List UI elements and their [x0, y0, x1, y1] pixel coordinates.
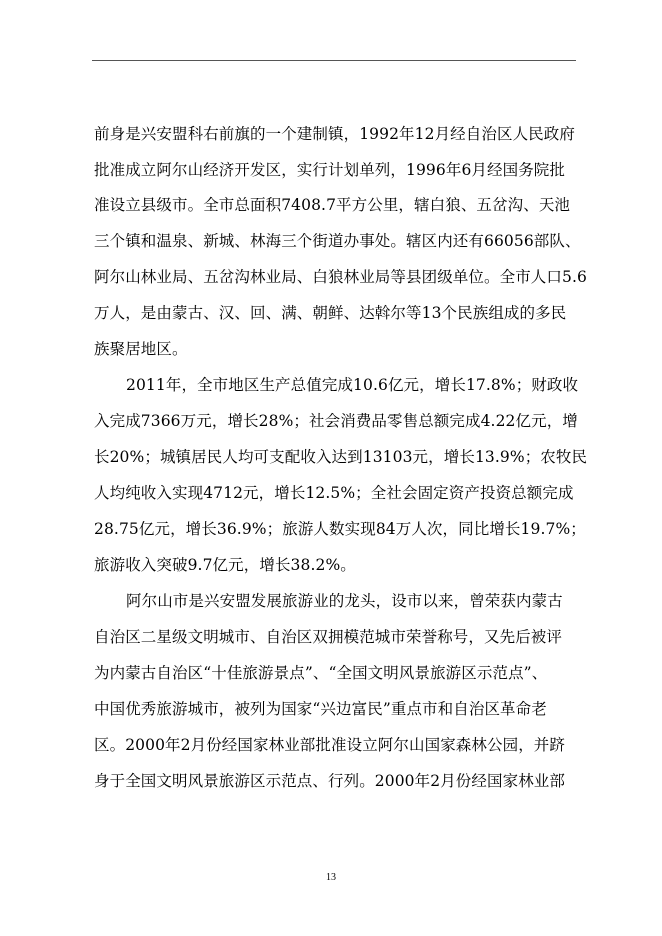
text-line: 族聚居地区。	[94, 340, 188, 358]
text-line: 中国优秀旅游城市，被列为国家“兴边富民”重点市和自治区革命老	[94, 700, 547, 718]
text-line: 批准成立阿尔山经济开发区，实行计划单列，1996年6月经国务院批	[94, 161, 566, 179]
text-line: 身于全国文明风景旅游区示范点、行列。2000年2月份经国家林业部	[94, 772, 566, 790]
text-line: 2011年，全市地区生产总值完成10.6亿元，增长17.8%；财政收	[126, 376, 579, 394]
text-line: 自治区二星级文明城市、自治区双拥模范城市荣誉称号，又先后被评	[94, 628, 563, 646]
text-line: 阿尔山市是兴安盟发展旅游业的龙头，设市以来，曾荣获内蒙古	[126, 592, 563, 610]
text-line: 长20%；城镇居民人均可支配收入达到13103元，增长13.9%；农牧民	[94, 448, 588, 466]
text-line: 入完成7366万元，增长28%；社会消费品零售总额完成4.22亿元，增	[94, 412, 578, 430]
text-line: 28.75亿元，增长36.9%；旅游人数实现84万人次，同比增长19.7%；	[94, 520, 586, 538]
text-line: 三个镇和温泉、新城、林海三个街道办事处。辖区内还有66056部队、	[94, 232, 581, 250]
text-line: 准设立县级市。全市总面积7408.7平方公里，辖白狼、五岔沟、天池	[94, 196, 571, 214]
header-rule	[92, 60, 576, 61]
text-line: 人均纯收入实现4712元，增长12.5%；全社会固定资产投资总额完成	[94, 484, 574, 502]
text-line: 为内蒙古自治区“十佳旅游景点”、“全国文明风景旅游区示范点”、	[94, 664, 548, 682]
page-number: 13	[326, 872, 336, 883]
text-line: 区。2000年2月份经国家林业部批准设立阿尔山国家森林公园，并跻	[94, 736, 566, 754]
text-line: 旅游收入突破9.7亿元，增长38.2%。	[94, 556, 356, 574]
text-line: 万人，是由蒙古、汉、回、满、朝鲜、达斡尔等13个民族组成的多民	[94, 304, 567, 322]
text-line: 前身是兴安盟科右前旗的一个建制镇，1992年12月经自治区人民政府	[94, 125, 575, 143]
text-line: 阿尔山林业局、五岔沟林业局、白狼林业局等县团级单位。全市人口5.6	[94, 268, 587, 286]
